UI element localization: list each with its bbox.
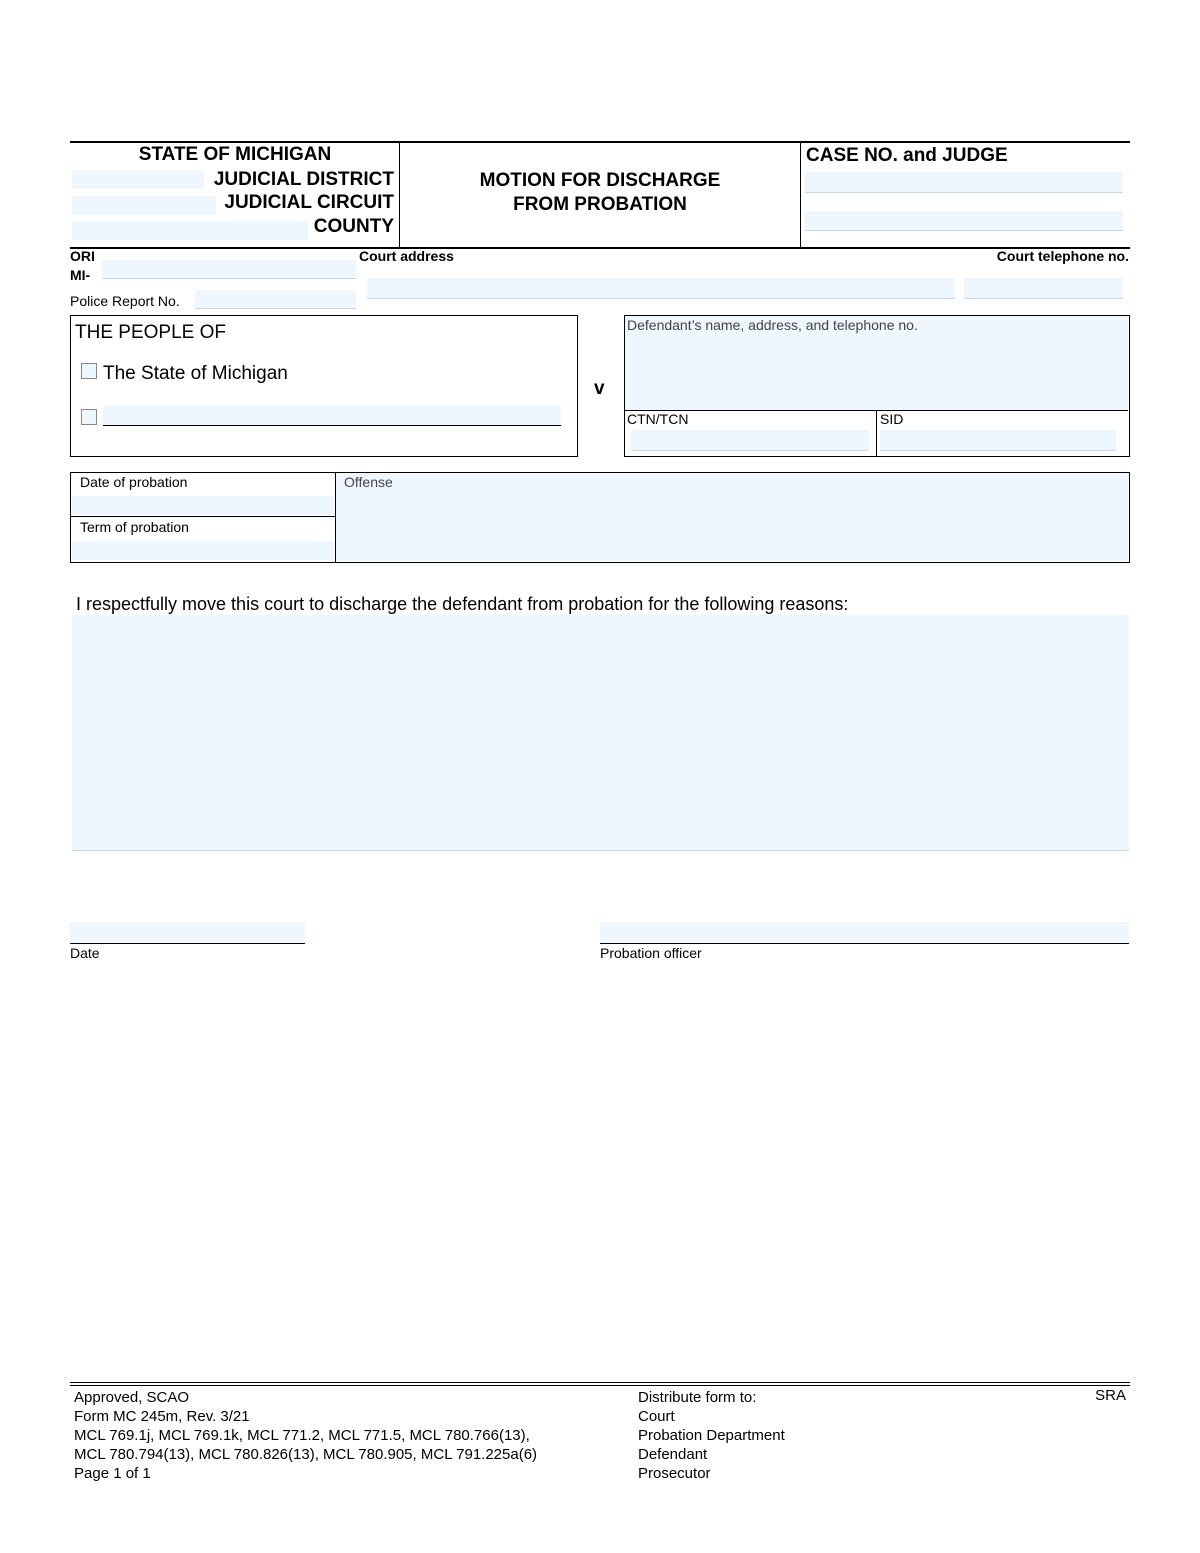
footer-left [74, 1388, 537, 1483]
signature-date-field[interactable] [70, 922, 305, 944]
footer-mcl-line1: MCL 769.1j, MCL 769.1k, MCL 771.2, MCL 771.5, MCL 780.766(13), [74, 1427, 530, 1444]
case-no-field[interactable] [805, 172, 1123, 193]
ctn-sid-divider [876, 410, 877, 456]
offense-field[interactable] [336, 473, 1128, 561]
probation-officer-label: Probation officer [600, 945, 702, 961]
distribution-item: Court [638, 1408, 675, 1425]
mi-label: MI- [70, 267, 91, 283]
term-of-probation-label: Term of probation [80, 519, 189, 535]
footer-code: SRA [1095, 1387, 1126, 1404]
case-no-label: CASE NO. and JUDGE [806, 145, 1008, 166]
footer-distribution [638, 1388, 785, 1483]
district-label: JUDICIAL DISTRICT [213, 169, 394, 190]
police-report-field[interactable] [195, 290, 356, 309]
footer-rule [70, 1382, 1130, 1386]
date-of-probation-field[interactable] [72, 496, 334, 515]
header-top-rule [70, 141, 1130, 143]
footer-mcl-line2: MCL 780.794(13), MCL 780.826(13), MCL 780.905, MCL 791.225a(6) [74, 1446, 538, 1463]
distribution-item: Prosecutor [638, 1465, 711, 1482]
footer-page: Page 1 of 1 [74, 1465, 151, 1482]
ori-field[interactable] [102, 260, 356, 279]
distribution-item: Probation Department [638, 1427, 785, 1444]
form-title-line2: FROM PROBATION [513, 194, 687, 215]
judge-field[interactable] [805, 211, 1123, 231]
state-of-michigan-label: The State of Michigan [103, 363, 288, 384]
police-report-label: Police Report No. [70, 293, 180, 309]
sid-field[interactable] [880, 430, 1116, 451]
probation-row-divider [71, 516, 335, 517]
term-of-probation-field[interactable] [72, 541, 334, 560]
reasons-field[interactable] [72, 615, 1129, 851]
state-heading: STATE OF MICHIGAN [138, 144, 332, 165]
header-divider-right [800, 142, 801, 247]
probation-officer-field[interactable] [600, 922, 1129, 944]
signature-date-label: Date [70, 945, 100, 961]
ctn-field[interactable] [631, 430, 869, 451]
footer-approved: Approved, SCAO [74, 1389, 190, 1406]
court-phone-label: Court telephone no. [996, 248, 1129, 264]
offense-label: Offense [344, 474, 393, 490]
form-title-line1: MOTION FOR DISCHARGE [479, 170, 721, 191]
state-of-michigan-checkbox[interactable] [81, 363, 97, 379]
defendant-label: Defendant’s name, address, and telephone no. [627, 317, 918, 333]
ori-label: ORI [70, 248, 95, 264]
distribution-item: Defendant [638, 1446, 708, 1463]
court-phone-field[interactable] [964, 278, 1123, 299]
date-of-probation-label: Date of probation [80, 474, 188, 490]
county-label: COUNTY [313, 216, 394, 237]
other-plaintiff-checkbox[interactable] [81, 409, 97, 425]
distribute-label: Distribute form to: [638, 1389, 757, 1406]
ctn-label: CTN/TCN [627, 411, 689, 427]
motion-statement: I respectfully move this court to discharge the defendant from probation for the following reasons: [76, 594, 849, 614]
court-address-label: Court address [359, 248, 454, 264]
footer-form-number: Form MC 245m, Rev. 3/21 [74, 1408, 250, 1425]
people-of-label: THE PEOPLE OF [75, 322, 226, 343]
other-plaintiff-field[interactable] [103, 405, 561, 426]
circuit-label: JUDICIAL CIRCUIT [224, 192, 394, 213]
sid-label: SID [880, 411, 904, 427]
versus-label: v [594, 378, 605, 399]
court-address-field[interactable] [367, 278, 955, 299]
